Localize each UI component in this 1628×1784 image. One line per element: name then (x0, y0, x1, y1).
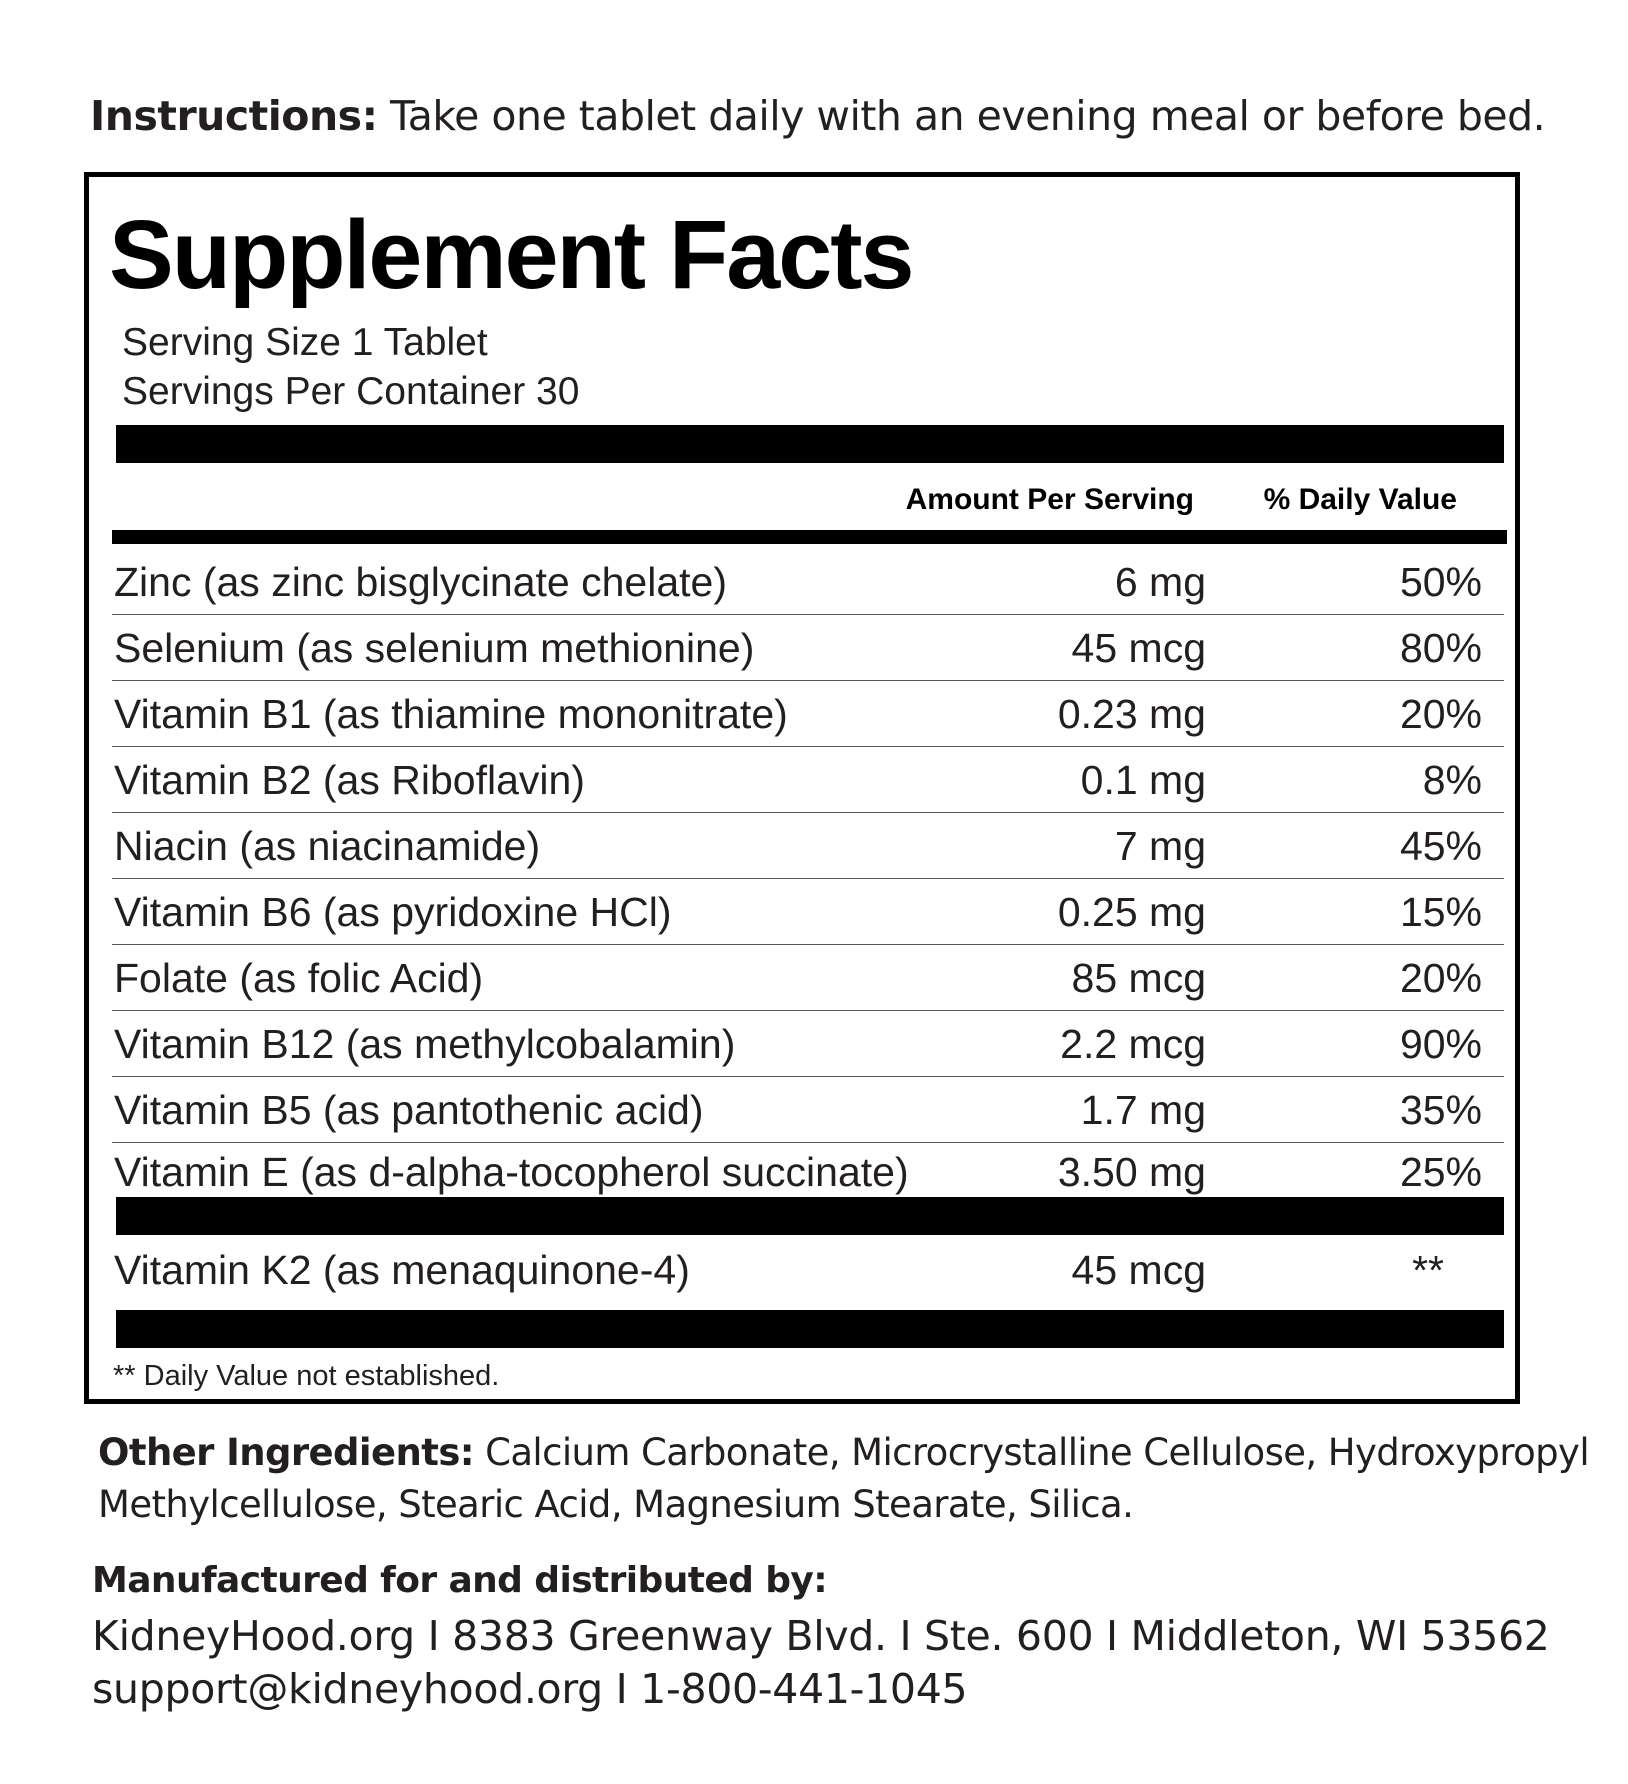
thick-divider-bottom (116, 1310, 1504, 1348)
nutrient-name: Niacin (as niacinamide) (114, 823, 541, 869)
nutrient-row-vitamin-e (112, 1139, 1504, 1205)
other-ingredients-text: Calcium Carbonate, Microcrystalline Cellulose, Hydroxypropyl Methylcellulose, Stearic Acid, Magnesium Stearate, Silica. (98, 1431, 1590, 1526)
nutrient-row-niacin (112, 813, 1504, 879)
nutrient-row-vitamin-k2 (112, 1237, 1504, 1303)
nutrient-name: Selenium (as selenium methionine) (114, 625, 755, 671)
nutrient-amount: 0.1 mg (1080, 757, 1206, 803)
nutrient-row-vitamin-b2 (112, 747, 1504, 813)
other-ingredients-label: Other Ingredients: (98, 1431, 474, 1474)
nutrient-amount: 0.23 mg (1057, 691, 1206, 737)
nutrient-row-vitamin-b6 (112, 879, 1504, 945)
nutrient-name: Folate (as folic Acid) (114, 955, 484, 1001)
nutrient-daily-value: 20% (1399, 691, 1482, 737)
nutrient-daily-value: 8% (1422, 757, 1482, 803)
serving-size: Serving Size 1 Tablet (122, 321, 488, 364)
nutrient-daily-value: 45% (1399, 823, 1482, 869)
nutrient-row-vitamin-b1 (112, 681, 1504, 747)
nutrient-amount: 7 mg (1114, 823, 1206, 869)
nutrient-daily-value: 20% (1399, 955, 1482, 1001)
nutrient-amount: 45 mcg (1071, 1247, 1206, 1293)
nutrient-row-vitamin-b12 (112, 1011, 1504, 1077)
nutrient-name: Vitamin E (as d-alpha-tocopherol succinate) (114, 1149, 909, 1195)
nutrient-name: Vitamin B6 (as pyridoxine HCl) (114, 889, 672, 935)
nutrient-name: Vitamin B12 (as methylcobalamin) (114, 1021, 736, 1067)
nutrient-amount: 85 mcg (1071, 955, 1206, 1001)
panel-title: Supplement Facts (109, 200, 913, 309)
nutrient-daily-value: 25% (1399, 1149, 1482, 1195)
servings-per-container: Servings Per Container 30 (122, 370, 580, 413)
nutrient-daily-value: 80% (1399, 625, 1482, 671)
nutrient-daily-value: 15% (1399, 889, 1482, 935)
daily-value-column-header: % Daily Value (1263, 483, 1457, 516)
nutrient-name: Vitamin K2 (as menaquinone-4) (114, 1247, 690, 1293)
nutrient-daily-value: 35% (1399, 1087, 1482, 1133)
nutrient-row-zinc (112, 549, 1504, 615)
nutrient-daily-value: ** (1412, 1247, 1444, 1293)
nutrient-daily-value: 50% (1399, 559, 1482, 605)
footnote: ** Daily Value not established. (113, 1360, 500, 1392)
nutrient-amount: 6 mg (1114, 559, 1206, 605)
nutrient-name: Zinc (as zinc bisglycinate chelate) (114, 559, 727, 605)
nutrient-name: Vitamin B1 (as thiamine mononitrate) (114, 691, 788, 737)
thick-divider-middle (116, 1197, 1504, 1235)
manufacturer-address: KidneyHood.org I 8383 Greenway Blvd. I Ste. 600 I Middleton, WI 53562 (92, 1612, 1550, 1660)
instructions (90, 92, 1545, 140)
supplement-facts-panel (84, 172, 1520, 1404)
nutrient-daily-value: 90% (1399, 1021, 1482, 1067)
manufacturer-label: Manufactured for and distributed by: (92, 1560, 828, 1601)
nutrient-amount: 0.25 mg (1057, 889, 1206, 935)
nutrient-amount: 3.50 mg (1057, 1149, 1206, 1195)
nutrient-amount: 2.2 mcg (1060, 1021, 1206, 1067)
nutrient-amount: 1.7 mg (1080, 1087, 1206, 1133)
thick-divider-top (116, 425, 1504, 463)
other-ingredients (98, 1427, 1598, 1531)
instructions-text: Take one tablet daily with an evening meal or before bed. (377, 92, 1546, 140)
nutrient-row-vitamin-b5 (112, 1077, 1504, 1143)
amount-column-header: Amount Per Serving (905, 483, 1194, 516)
nutrient-amount: 45 mcg (1071, 625, 1206, 671)
nutrient-row-folate (112, 945, 1504, 1011)
instructions-label: Instructions: (90, 92, 378, 140)
nutrient-name: Vitamin B5 (as pantothenic acid) (114, 1087, 704, 1133)
manufacturer-contact: support@kidneyhood.org I 1-800-441-1045 (92, 1665, 968, 1713)
nutrient-row-selenium (112, 615, 1504, 681)
header-divider (112, 530, 1507, 544)
nutrient-name: Vitamin B2 (as Riboflavin) (114, 757, 585, 803)
